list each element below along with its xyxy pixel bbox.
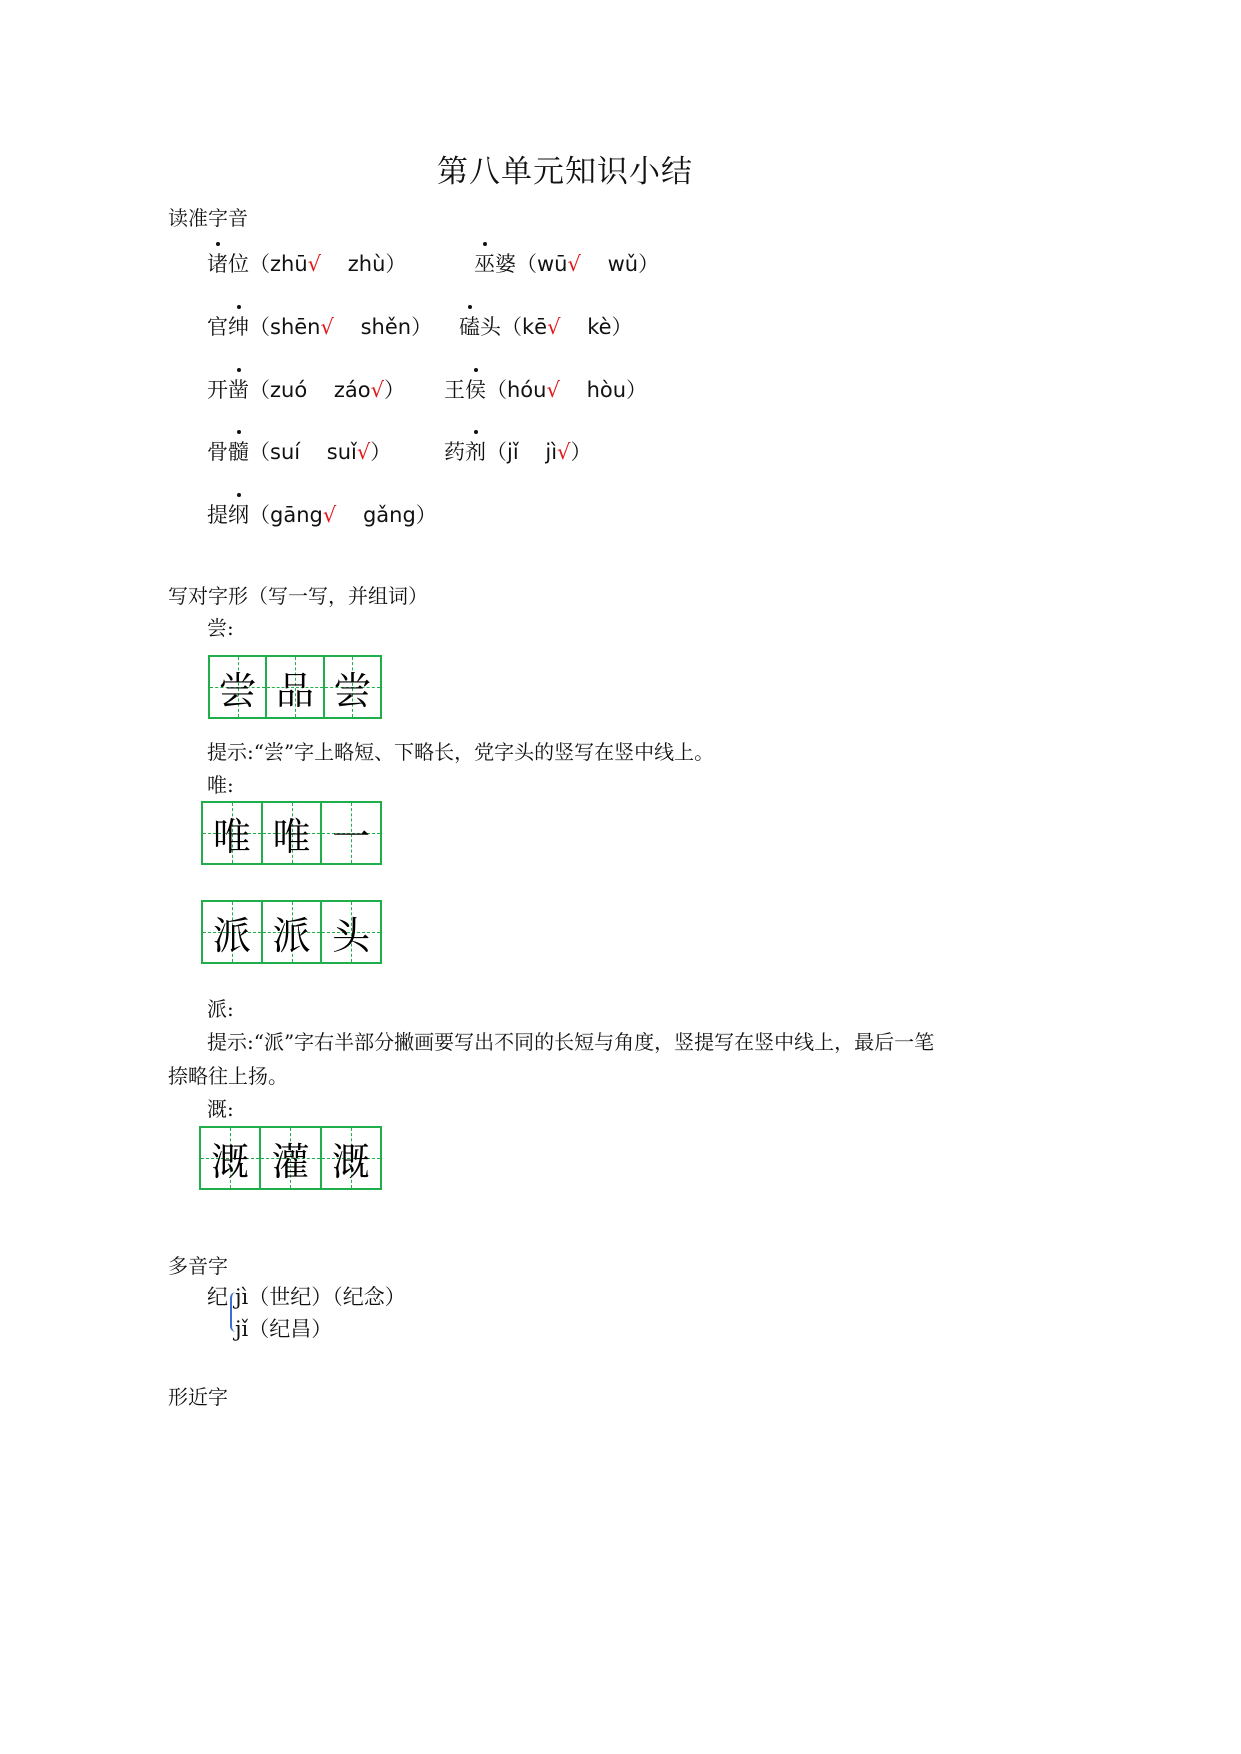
pron-item: 开凿（zuó záo√） xyxy=(207,374,405,404)
section-heading-glyph: 写对字形（写一写，并组词） xyxy=(168,584,428,608)
pron-item: 诸位（zhū√ zhù） xyxy=(207,248,406,278)
grid-cell: 唯 xyxy=(203,803,263,863)
grid-cell: 尝 xyxy=(210,657,267,717)
grid-cell: 溉 xyxy=(322,1128,380,1188)
page-title: 第八单元知识小结 xyxy=(437,154,693,190)
section-heading-similar: 形近字 xyxy=(168,1385,228,1409)
pron-item: 官绅（shēn√ shěn） xyxy=(207,311,432,341)
pron-item: 王侯（hóu√ hòu） xyxy=(444,374,647,404)
tip-chang: 提示:“尝”字上略短、下略长，党字头的竖写在竖中线上。 xyxy=(207,740,715,764)
grid-cell: 灌 xyxy=(261,1128,321,1188)
grid-cell: 头 xyxy=(322,902,380,962)
tip-pai-line1: 提示:“派”字右半部分撇画要写出不同的长短与角度，竖提写在竖中线上，最后一笔 xyxy=(207,1030,935,1054)
char-label-chang: 尝: xyxy=(207,616,234,640)
polyphone-reading-2: jǐ（纪昌） xyxy=(235,1317,333,1341)
grid-cell: 派 xyxy=(263,902,323,962)
polyphone-reading-1: jì（世纪）（纪念） xyxy=(235,1285,406,1309)
grid-cell: 品 xyxy=(267,657,324,717)
char-label-wei: 唯: xyxy=(207,773,234,797)
section-heading-pronunciation: 读准字音 xyxy=(168,206,248,230)
writing-grid-gai xyxy=(199,1126,382,1190)
pron-item: 药剂（jǐ jì√） xyxy=(444,436,591,466)
grid-cell: 溉 xyxy=(201,1128,261,1188)
tip-pai-line2: 捺略往上扬。 xyxy=(168,1064,288,1088)
char-label-pai: 派: xyxy=(207,997,234,1021)
grid-cell: 唯 xyxy=(263,803,323,863)
char-label-gai: 溉: xyxy=(207,1097,234,1121)
grid-cell: 一 xyxy=(322,803,380,863)
section-heading-polyphone: 多音字 xyxy=(168,1254,228,1278)
pron-item: 磕头（kē√ kè） xyxy=(459,311,633,341)
writing-grid-chang xyxy=(208,655,382,719)
polyphone-char: 纪 xyxy=(207,1285,228,1309)
pron-item: 骨髓（suí suǐ√） xyxy=(207,436,391,466)
grid-cell: 派 xyxy=(203,902,263,962)
writing-grid-pai xyxy=(201,900,382,964)
grid-cell: 尝 xyxy=(325,657,380,717)
writing-grid-wei xyxy=(201,801,382,865)
pron-item: 提纲（gāng√ gǎng） xyxy=(207,499,437,529)
pron-item: 巫婆（wū√ wǔ） xyxy=(474,248,659,278)
